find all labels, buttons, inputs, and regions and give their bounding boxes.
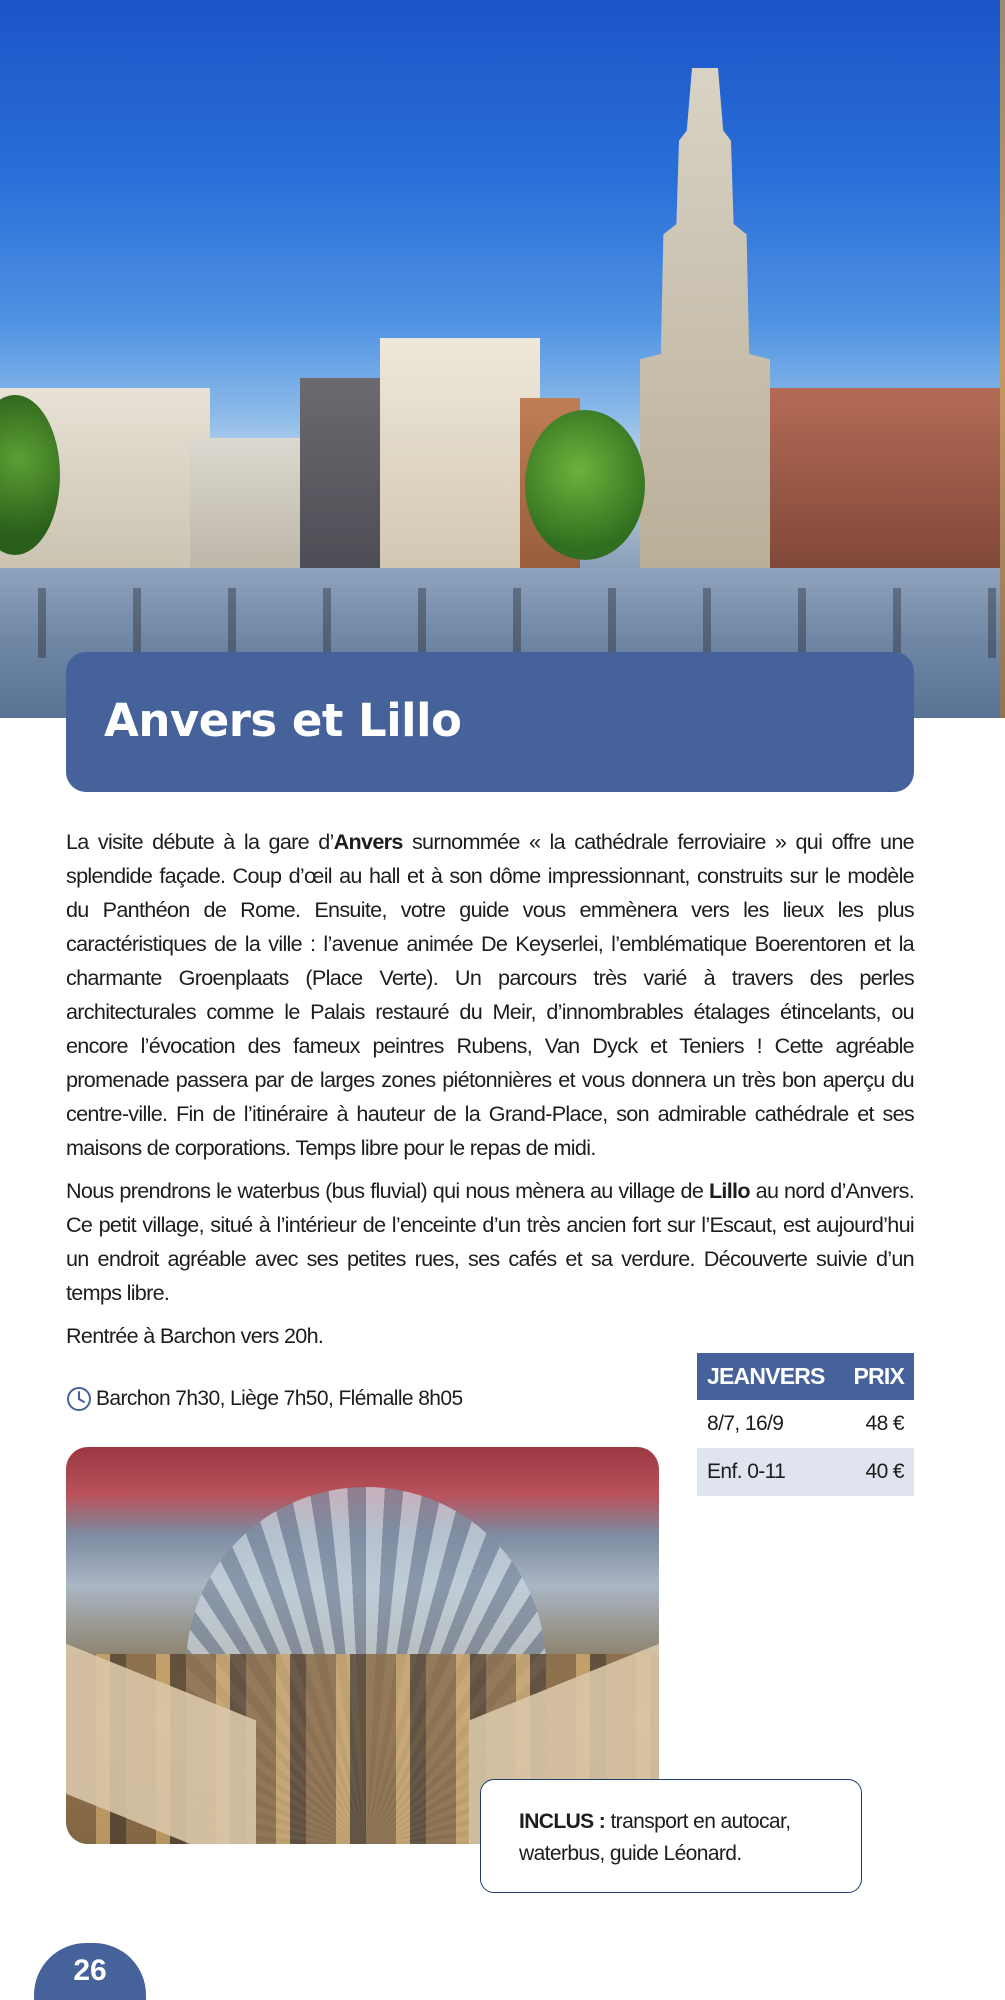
price-table-header — [697, 1353, 914, 1400]
row-price: 40 € — [840, 1448, 914, 1496]
page-number: 26 — [73, 1954, 107, 1987]
schedule-text: Barchon 7h30, Liège 7h50, Flémalle 8h05 — [96, 1387, 463, 1410]
table-row — [697, 1400, 914, 1448]
table-row — [697, 1448, 914, 1496]
included-box — [480, 1779, 862, 1893]
title-band — [66, 652, 914, 792]
cathedral-tower — [640, 68, 770, 588]
included-label: INCLUS : — [519, 1810, 606, 1833]
price-table — [697, 1353, 914, 1496]
page-edge-strip — [1000, 0, 1005, 718]
paragraph-3: Rentrée à Barchon vers 20h. — [66, 1323, 324, 1348]
departure-schedule — [66, 1382, 686, 1416]
header-price: PRIX — [840, 1353, 914, 1400]
row-dates: 8/7, 16/9 — [707, 1412, 784, 1435]
paragraph-1: La visite débute à la gare d’Anvers surnommée « la cathédrale ferroviaire » qui offre une splendide façade. Coup d’œil au hall et à son dôme impressionnant, construits sur le modèle du Panthéon de Rome. Ensuite, votre guide vous emmènera vers les lieux les plus caractéristiques de la ville : l’avenue animée De Keyserlei, l’emblématique Boerentoren et la charmante Groenplaats (Place Verte). Un parcours très varié à travers des perles architecturales comme le Palais restauré du Meir, d’innombrables étalages étincelants, ou encore l’évocation des fameux peintres Rubens, Van Dyck et Teniers ! Cette agréable promenade passera par de larges zones piétonnières et vous donnera un très bon aperçu du centre-ville. Fin de l’itinéraire à hauteur de la Grand-Place, son admirable cathédrale et ses maisons de corporations. Temps libre pour le repas de midi. — [66, 829, 914, 1160]
description-text — [66, 825, 914, 1362]
page-title: Anvers et Lillo — [104, 694, 462, 747]
paragraph-2: Nous prendrons le waterbus (bus fluvial) qui nous mènera au village de Lillo au nord d’Anvers. Ce petit village, situé à l’intérieur de l’enceinte d’un très ancien fort sur l’Escaut, est aujourd’hui un endroit agréable avec ses petites rues, ses cafés et sa verdure. Découverte suivie d’un temps libre. — [66, 1178, 914, 1305]
header-date: JEANVERS — [697, 1353, 840, 1400]
included-text: transport en autocar, waterbus, guide Léonard. — [519, 1810, 791, 1865]
clock-icon — [66, 1386, 92, 1412]
row-category: Enf. 0-11 — [697, 1448, 840, 1496]
row-price: 48 € — [865, 1412, 904, 1435]
hero-photo-antwerp-grand-place — [0, 0, 1000, 718]
